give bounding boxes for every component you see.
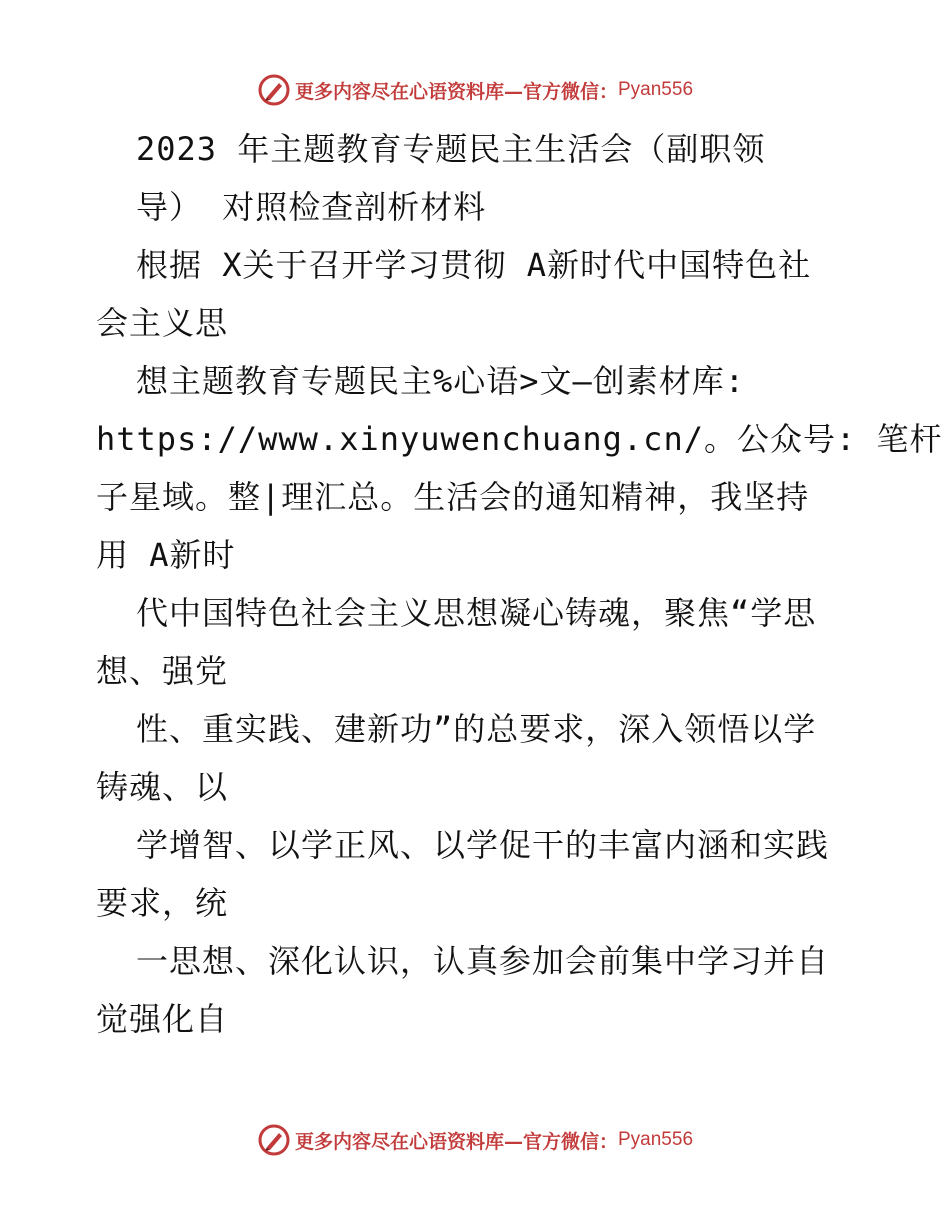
footer-banner-wechat-id: Pyan556 — [618, 1129, 694, 1150]
paragraph-line: https://www.xinyuwenchuang.cn/。公众号: 笔杆 — [96, 420, 943, 458]
paragraph-line: 铸魂、以 — [96, 768, 229, 806]
paragraph-line: 觉强化自 — [96, 1000, 229, 1038]
paragraph-line: 学增智、以学正风、以学促干的丰富内涵和实践 — [136, 826, 830, 864]
footer-banner — [0, 1120, 950, 1160]
paragraph-line: 代中国特色社会主义思想凝心铸魂，聚焦“学思 — [136, 594, 817, 632]
pen-logo-icon — [257, 73, 291, 107]
paragraph-line: 根据 X关于召开学习贯彻 A新时代中国特色社 — [136, 246, 812, 284]
paragraph-line: 性、重实践、建新功”的总要求，深入领悟以学 — [136, 710, 817, 748]
paragraph-line: 会主义思 — [96, 304, 229, 342]
paragraph-line: 子星域。整|理汇总。生活会的通知精神，我坚持 — [96, 478, 810, 516]
title-line-2: 导） 对照检查剖析材料 — [136, 188, 487, 226]
paragraph-line: 想、强党 — [96, 652, 229, 690]
paragraph-line: 用 A新时 — [96, 536, 236, 574]
footer-banner-text: 更多内容尽在心语资料库—官方微信： — [294, 1130, 618, 1153]
title-line-1: 2023 年主题教育专题民主生活会（副职领 — [136, 130, 766, 168]
header-banner-wechat-id: Pyan556 — [618, 79, 694, 100]
pen-logo-icon — [257, 1123, 291, 1157]
header-banner-text: 更多内容尽在心语资料库—官方微信： — [294, 80, 618, 103]
paragraph-line: 想主题教育专题民主%心语>文—创素材库: — [136, 362, 746, 400]
header-banner — [0, 70, 950, 110]
document-body — [96, 120, 943, 1048]
paragraph-line: 要求，统 — [96, 884, 229, 922]
paragraph-line: 一思想、深化认识，认真参加会前集中学习并自 — [136, 942, 830, 980]
